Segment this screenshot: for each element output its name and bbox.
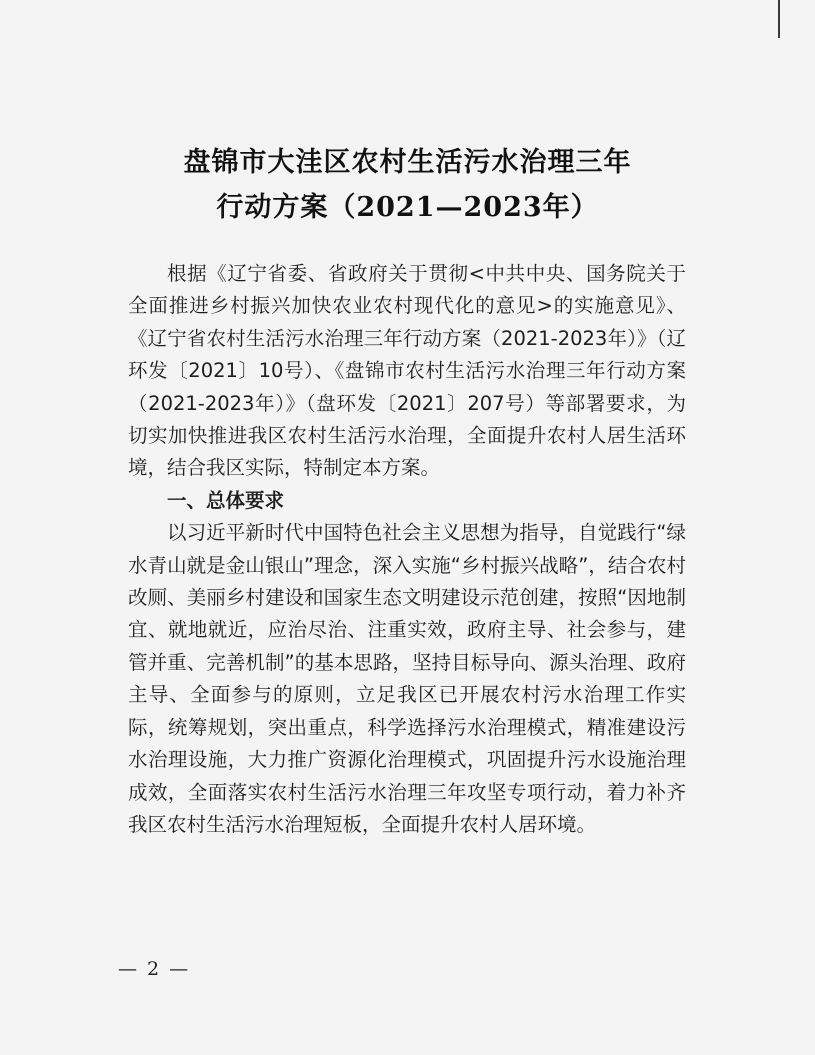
document-body: [128, 258, 686, 841]
section-heading: 一、总体要求: [167, 488, 285, 512]
intro-paragraph: 根据《辽宁省委、省政府关于贯彻<中共中央、国务院关于全面推进乡村振兴加快农业农村现代化的意见>的实施意见》、《辽宁省农村生活污水治理三年行动方案（2021-2023年）》（辽环发〔2021〕10号）、《盘锦市农村生活污水治理三年行动方案（2021-2023年）》（盘环发〔2021〕207号）等部署要求，为切实加快推进我区农村生活污水治理，全面提升农村人居生活环境，结合我区实际，特制定本方案。: [128, 262, 686, 480]
scan-edge-mark: [778, 0, 780, 38]
section-paragraph: 以习近平新时代中国特色社会主义思想为指导，自觉践行“绿水青山就是金山银山”理念，深入实施“乡村振兴战略”，结合农村改厕、美丽乡村建设和国家生态文明建设示范创建，按照“因地制宜、就地就近，应治尽治、注重实效，政府主导、社会参与，建管并重、完善机制”的基本思路，坚持目标导向、源头治理、政府主导、全面参与的原则，立足我区已开展农村污水治理工作实际，统筹规划，突出重点，科学选择污水治理模式，精准建设污水治理设施，大力推广资源化治理模式，巩固提升污水设施治理成效，全面落实农村生活污水治理三年攻坚专项行动，着力补齐我区农村生活污水治理短板，全面提升农村人居环境。: [128, 521, 686, 836]
document-title-line-1: 盘锦市大洼区农村生活污水治理三年: [183, 147, 632, 178]
page-number: — 2 —: [118, 958, 191, 980]
document-title-line-2: 行动方案（2021—2023年）: [216, 192, 599, 223]
